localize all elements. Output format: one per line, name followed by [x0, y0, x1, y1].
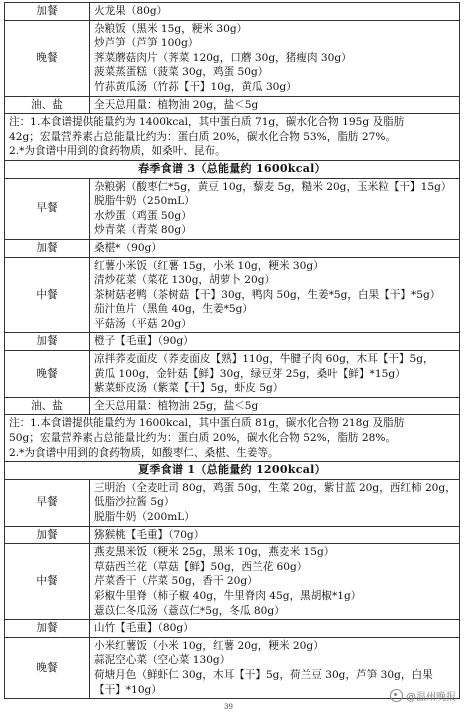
section-title: 夏季食谱 1（总能量约 1200kcal）: [5, 462, 460, 480]
meal-row: [5, 178, 460, 239]
meal-item: 平菇汤（平菇 20g）: [94, 317, 192, 330]
meal-item: 橙子【毛重】（90g）: [94, 335, 194, 348]
note-line: 2.*为食谱中用到的食药物质，如酸枣仁、桑椹、生姜等。: [9, 446, 279, 459]
meal-row: [5, 3, 460, 21]
meal-item: 杂粮饭（黑米 15g，粳米 30g）: [94, 22, 248, 35]
meal-row: [5, 20, 460, 96]
meal-item: 水炒蛋（鸡蛋 50g）: [94, 209, 192, 222]
note-row: [5, 114, 460, 161]
meal-items: [90, 544, 460, 620]
meal-item: 桑椹*（90g）: [94, 241, 162, 254]
meal-item: 茶树菇老鸭（茶树菇【干】30g，鸭肉 50g，生姜*5g，白果【干】*5g）: [94, 288, 441, 301]
meal-items: [90, 351, 460, 398]
nutrition-note: [5, 415, 460, 462]
meal-items: [90, 3, 460, 21]
meal-item: 菠菜蒸蛋糕（菠菜 30g，鸡蛋 50g）: [94, 66, 269, 79]
meal-item: 炒青菜（青菜 80g）: [94, 224, 192, 237]
meal-item: 芹菜香干（芹菜 50g，香干 20g）: [94, 575, 258, 588]
meal-row: [5, 620, 460, 638]
meal-name: 油、盐: [5, 397, 90, 415]
meal-item: 山竹【毛重】（80g）: [94, 622, 194, 635]
watermark-logo-icon: [390, 689, 403, 702]
meal-item: 脱脂牛奶（200mL）: [94, 511, 195, 523]
note-row: [5, 415, 460, 462]
meal-item: 【干】*10g）: [94, 683, 162, 696]
note-line: 2.*为食谱中用到的食药物质，如桑叶、昆布。: [9, 145, 226, 158]
meal-name: 加餐: [5, 526, 90, 544]
meal-item: 竹荪黄瓜汤（竹荪【干】10g，黄瓜 30g）: [94, 80, 297, 93]
meal-item: 彩椒牛里脊（柿子椒 40g，牛里脊肉 45g，黑胡椒*1g）: [94, 589, 362, 602]
nutrition-note: [5, 114, 460, 161]
meal-item: 低脂沙拉酱 5g）: [94, 496, 175, 509]
meal-item: 全天总用量：植物油 20g，盐＜5g: [94, 98, 259, 111]
meal-name: 早餐: [5, 479, 90, 526]
meal-item: 茄汁鱼片（黑鱼 40g，生姜*5g）: [94, 303, 253, 316]
meal-item: 草菇西兰花（草菇【鲜】50g，西兰花 60g）: [94, 560, 308, 573]
meal-items: [90, 526, 460, 544]
menu-table-body: [5, 3, 460, 699]
meal-row: [5, 257, 460, 333]
meal-row: [5, 239, 460, 257]
menu-table: [4, 2, 460, 699]
meal-row: [5, 397, 460, 415]
meal-item: 荷塘月色（鲜虾仁 30g，木耳【干】5g，荷兰豆 30g，芦笋 30g，白果: [94, 668, 433, 681]
meal-row: [5, 333, 460, 351]
meal-name: 加餐: [5, 3, 90, 21]
meal-item: 小米红薯饭（小米 10g，红薯 20g，粳米 20g）: [94, 639, 324, 652]
section-title: 春季食谱 3（总能量约 1600kcal）: [5, 160, 460, 178]
meal-item: 黄瓜 100g，金针菇【鲜】30g，绿豆芽 25g，桑叶【鲜】*15g）: [94, 367, 406, 380]
meal-item: 红薯小米饭（红薯 15g，小米 10g，粳米 30g）: [94, 259, 324, 272]
watermark-text: @温州晚报: [406, 692, 456, 703]
meal-row: [5, 351, 460, 398]
meal-row: [5, 526, 460, 544]
meal-name: 中餐: [5, 257, 90, 333]
meal-item: 燕麦黑米饭（粳米 25g，黑米 10g，燕麦米 15g）: [94, 546, 335, 559]
meal-item: 火龙果（80g）: [94, 5, 168, 17]
section-title-row: [5, 462, 460, 480]
meal-item: 清炒花菜（菜花 130g，胡萝卜 20g）: [94, 274, 276, 287]
meal-items: [90, 20, 460, 96]
meal-items: [90, 333, 460, 351]
meal-name: 加餐: [5, 333, 90, 351]
note-line: 注：1.本食谱提供能量约为 1400kcal，其中蛋白质 71g，碳水化合物 195g 及脂肪: [9, 116, 405, 129]
meal-item: 脱脂牛奶（250mL）: [94, 195, 195, 208]
meal-name: 中餐: [5, 544, 90, 620]
meal-item: 全天总用量：植物油 25g，盐＜5g: [94, 399, 259, 412]
meal-name: 晚餐: [5, 637, 90, 698]
meal-item: 荠菜蘑菇肉片（荠菜 120g，口蘑 30g，猪瘦肉 30g）: [94, 51, 352, 64]
page-number: 39: [224, 703, 233, 711]
meal-item: 蒜泥空心菜（空心菜 130g）: [94, 654, 231, 667]
meal-row: [5, 479, 460, 526]
meal-name: 晚餐: [5, 20, 90, 96]
meal-item: 猕猴桃【毛重】（70g）: [94, 528, 205, 541]
meal-items: [90, 178, 460, 239]
meal-row: [5, 544, 460, 620]
meal-items: [90, 620, 460, 638]
watermark: [390, 688, 456, 703]
meal-items: [90, 239, 460, 257]
meal-item: 紫菜虾皮汤（紫菜【干】5g，虾皮 5g）: [94, 382, 284, 395]
section-title-row: [5, 160, 460, 178]
meal-item: 炒芦笋（芦笋 100g）: [94, 37, 199, 50]
meal-items: [90, 257, 460, 333]
meal-items: [90, 479, 460, 526]
meal-items: [90, 96, 460, 114]
meal-name: 加餐: [5, 239, 90, 257]
meal-item: 薏苡仁冬瓜汤（薏苡仁*5g，冬瓜 80g）: [94, 604, 285, 617]
meal-items: [90, 397, 460, 415]
meal-name: 加餐: [5, 620, 90, 638]
meal-item: 三明治（全麦吐司 80g，鸡蛋 50g，生菜 20g，紫甘蓝 20g，西红柿 20g，: [94, 481, 456, 494]
meal-name: 油、盐: [5, 96, 90, 114]
meal-name: 晚餐: [5, 351, 90, 398]
meal-item: 凉拌荞麦面皮（荞麦面皮【熟】110g，牛腱子肉 60g，木耳【干】5g，: [94, 353, 434, 366]
meal-item: 杂粮粥（酸枣仁*5g，黄豆 10g，藜麦 5g，糙米 20g，玉米粒【干】15g）: [94, 180, 452, 193]
note-line: 50g；宏量营养素占总能量比约为：蛋白质 20%，碳水化合物 52%，脂肪 28%。: [9, 432, 397, 445]
meal-name: 早餐: [5, 178, 90, 239]
meal-row: [5, 96, 460, 114]
note-line: 42g；宏量营养素占总能量比约为：蛋白质 20%，碳水化合物 53%，脂肪 27%。: [9, 130, 397, 143]
note-line: 注：1.本食谱提供能量约为 1600kcal，其中蛋白质 81g，碳水化合物 218g 及脂肪: [9, 417, 405, 430]
